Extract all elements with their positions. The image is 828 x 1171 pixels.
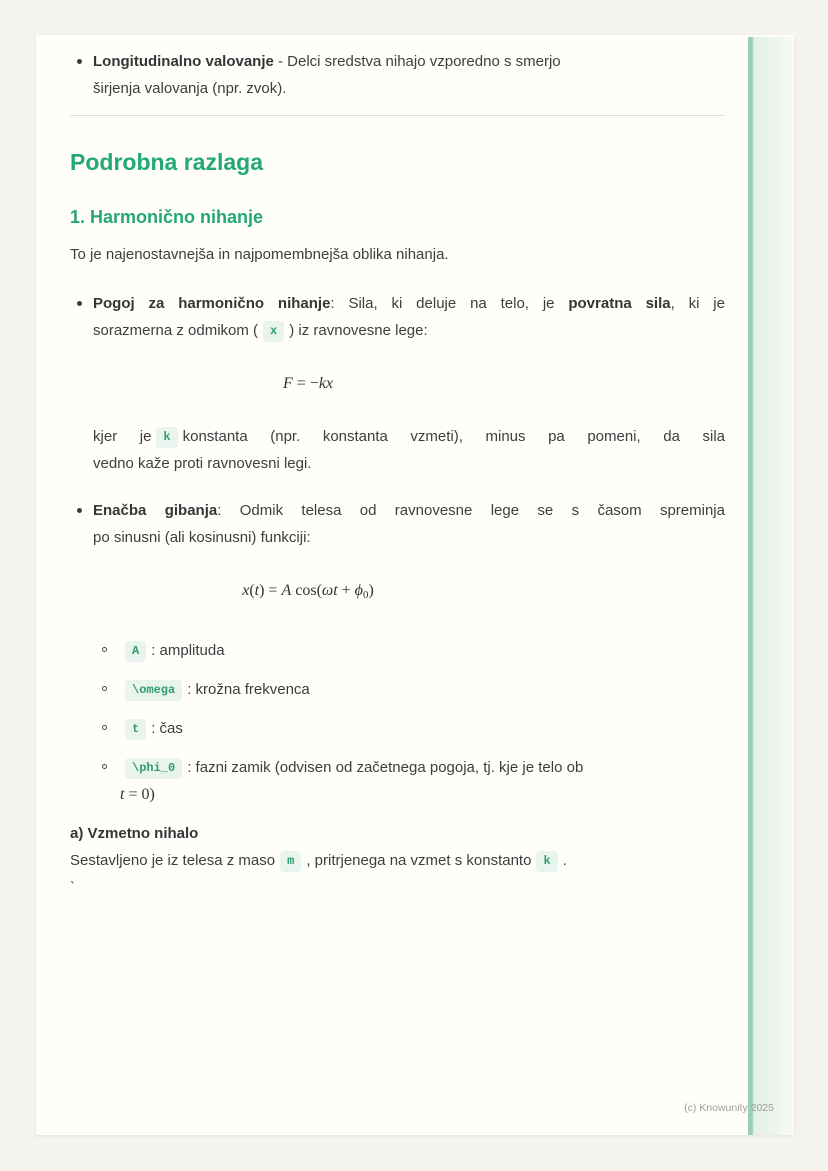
code-badge-omega: \omega (125, 680, 182, 701)
text-run: : Odmik telesa od ravnovesne lege se s časom spreminja (217, 502, 725, 519)
bullet-icon (77, 59, 82, 64)
symbol-list (93, 637, 725, 808)
text-run: . (562, 852, 567, 869)
circle-bullet-icon (102, 725, 107, 730)
circle-bullet-icon (102, 764, 107, 769)
lead-paragraph: To je najenostavnejša in najpomembnejša oblika nihanja. (70, 246, 449, 263)
text-run: - Delci sredstva nihajo vzporedno s smerjo (273, 53, 561, 70)
text-run: kjer je (93, 428, 152, 445)
code-badge-k: k (536, 851, 557, 872)
math-cos: cos( (291, 582, 322, 599)
section-title: Podrobna razlaga (70, 149, 263, 175)
text-run: ) iz ravnovesne lege: (289, 322, 428, 339)
code-badge-A: A (125, 641, 146, 662)
document-page (36, 35, 794, 1135)
list-item-omega (93, 676, 725, 703)
text-line: vedno kaže proti ravnovesni legi. (93, 455, 312, 472)
math-var-t: t (254, 582, 260, 599)
code-badge-phi0: \phi_0 (125, 758, 182, 779)
term-povratna-sila: povratna sila (568, 295, 671, 312)
formula-restoring-force (93, 370, 523, 397)
text-line (93, 497, 725, 524)
section-divider (70, 115, 725, 116)
math-operator: = 0) (124, 786, 155, 803)
code-badge-m: m (280, 851, 301, 872)
math-operator: ) = (259, 582, 282, 599)
list-item-phi (93, 754, 725, 808)
accent-bar (748, 37, 793, 1135)
math-operator: = − (292, 375, 319, 392)
page-content (70, 35, 725, 901)
text-run: Sestavljeno je iz telesa z maso (70, 852, 276, 869)
motion-paragraph (93, 497, 725, 551)
stray-backtick: ` (70, 879, 75, 896)
kjer-paragraph (93, 423, 725, 477)
math-var-t: t (333, 582, 338, 599)
term-enacba-gibanja: Enačba gibanja (93, 502, 218, 519)
text-run: : amplituda (151, 642, 225, 659)
math-subscript-0: 0 (362, 589, 369, 601)
circle-bullet-icon (102, 686, 107, 691)
term-longitudinalno-valovanje: Longitudinalno valovanje (93, 53, 274, 70)
math-var-t: t (120, 786, 125, 803)
subsection-title: 1. Harmonično nihanje (70, 207, 264, 227)
subheading-vzmetno-nihalo: a) Vzmetno nihalo (70, 825, 199, 842)
text-line (93, 423, 725, 450)
math-var-omega: ω (321, 582, 334, 599)
bullet-icon (77, 301, 82, 306)
intro-list (70, 48, 725, 102)
text-run: : fazni zamik (odvisen od začetnega pogoja, tj. kje je telo ob (187, 759, 584, 776)
text-line: po sinusni (ali kosinusni) funkciji: (93, 529, 311, 546)
list-item-longitudinal (70, 48, 725, 102)
code-badge-t: t (125, 719, 146, 740)
bullet-icon (77, 508, 82, 513)
math-paren: ( (249, 582, 255, 599)
text-run: : krožna frekvenca (187, 681, 310, 698)
text-run: , ki je (670, 295, 725, 312)
circle-bullet-icon (102, 647, 107, 652)
text-line (93, 290, 725, 317)
math-var-A: A (281, 582, 292, 599)
text-run: sorazmerna z odmikom ( (93, 322, 259, 339)
text-run: konstanta (npr. konstanta vzmeti), minus pa pomeni, da sila (182, 428, 726, 445)
math-var-kx: kx (318, 375, 334, 392)
list-item-cas (93, 715, 725, 742)
spring-paragraph (70, 847, 725, 874)
condition-paragraph (93, 290, 725, 344)
math-var-phi: ϕ (354, 582, 363, 599)
list-item-amplituda (93, 637, 725, 664)
math-var-x: x (242, 582, 250, 599)
text-line: širjenja valovanja (npr. zvok). (93, 80, 287, 97)
term-pogoj: Pogoj za harmonično nihanje (93, 295, 331, 312)
math-inline-t0 (120, 786, 155, 803)
text-run: , pritrjenega na vzmet s konstanto (306, 852, 532, 869)
math-operator: + (337, 582, 355, 599)
text-line (93, 48, 725, 75)
math-var-F: F (282, 375, 293, 392)
text-line (93, 317, 725, 344)
main-list (70, 290, 725, 808)
code-badge-k: k (156, 427, 177, 448)
text-run: : Sila, ki deluje na telo, je (330, 295, 569, 312)
list-item-enacba (70, 497, 725, 808)
text-run: : čas (151, 720, 183, 737)
math-paren: ) (368, 582, 374, 599)
code-badge-x: x (263, 321, 284, 342)
copyright-notice: (c) Knowunity 2025 (684, 1102, 774, 1114)
list-item-pogoj (70, 290, 725, 477)
formula-harmonic-motion (93, 577, 523, 609)
